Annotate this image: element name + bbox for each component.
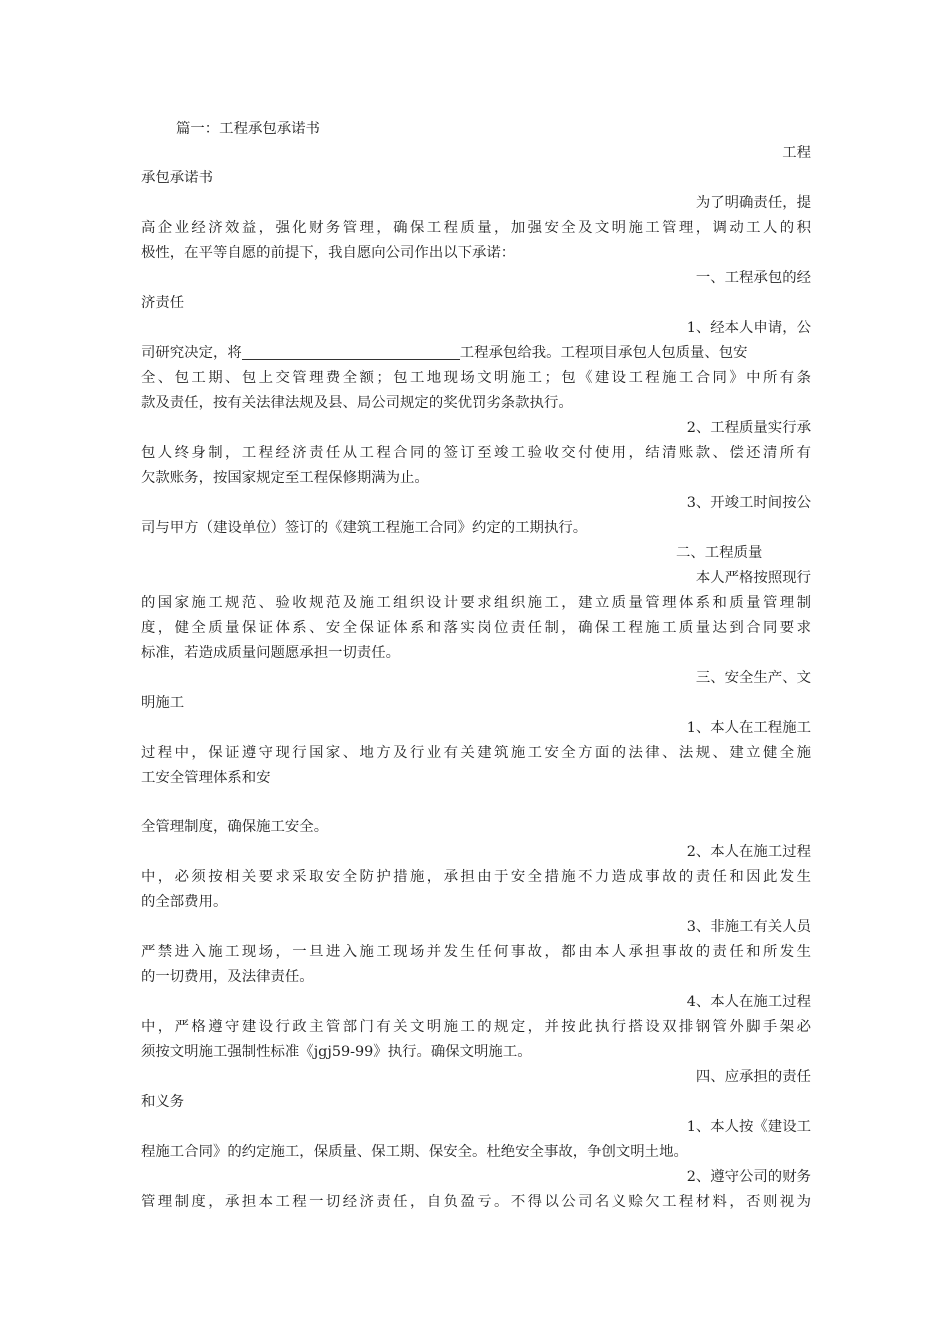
- text-line: 度，健全质量保证体系、安全保证体系和落实岗位责任制，确保工程施工质量达到合同要求: [141, 620, 811, 636]
- text-line: 程施工合同》的约定施工，保质量、保工期、保安全。杜绝安全事故，争创文明土地。: [141, 1144, 688, 1160]
- text-line: 款及责任，按有关法律法规及县、局公司规定的奖优罚劣条款执行。: [141, 395, 573, 411]
- section-heading-cont: 济责任: [141, 295, 185, 311]
- text-line: 2、遵守公司的财务: [686, 1169, 811, 1185]
- text-fragment: 工程承包给我。工程项目承包人包质量、包安: [459, 345, 748, 361]
- text-line: 的一切费用，及法律责任。: [141, 969, 314, 985]
- fill-in-blank: [242, 343, 460, 360]
- text-line: 4、本人在施工过程: [686, 994, 811, 1010]
- text-line: 全、包工期、包上交管理费全额；包工地现场文明施工；包《建设工程施工合同》中所有条: [141, 370, 811, 386]
- text-line: 1、经本人申请，公: [686, 320, 811, 336]
- section-heading: 二、工程质量: [676, 545, 763, 561]
- text-line: 的全部费用。: [141, 894, 228, 910]
- text-line: 3、非施工有关人员: [686, 919, 811, 935]
- text-line: 本人严格按照现行: [695, 570, 811, 586]
- section-heading: 一、工程承包的经: [695, 270, 811, 286]
- text-line: 2、工程质量实行承: [686, 420, 811, 436]
- text-line: 中，严格遵守建设行政主管部门有关文明施工的规定，并按此执行搭设双排钢管外脚手架必: [141, 1019, 811, 1035]
- text-line: 3、开竣工时间按公: [686, 495, 811, 511]
- text-line: 1、本人在工程施工: [686, 720, 811, 736]
- text-line: 管理制度，承担本工程一切经济责任，自负盈亏。不得以公司名义赊欠工程材料，否则视为: [141, 1194, 811, 1210]
- heading-right: 工程: [782, 145, 811, 161]
- heading-left: 承包承诺书: [141, 170, 213, 186]
- text-line: 须按文明施工强制性标准《jgj59-99》执行。确保文明施工。: [141, 1044, 532, 1060]
- text-line: 工安全管理体系和安: [141, 770, 271, 786]
- text-fragment: 司研究决定，将: [141, 345, 242, 361]
- text-line: 中，必须按相关要求采取安全防护措施，承担由于安全措施不力造成事故的责任和因此发生: [141, 869, 811, 885]
- text-line: 包人终身制，工程经济责任从工程合同的签订至竣工验收交付使用，结清账款、偿还清所有: [141, 445, 811, 461]
- text-line: 1、本人按《建设工: [686, 1119, 811, 1135]
- section-heading-cont: 明施工: [141, 695, 185, 711]
- text-line: 极性，在平等自愿的前提下，我自愿向公司作出以下承诺：: [141, 245, 516, 261]
- text-line: 标准，若造成质量问题愿承担一切责任。: [141, 645, 401, 661]
- section-heading-cont: 和义务: [141, 1094, 185, 1110]
- text-line: 过程中，保证遵守现行国家、地方及行业有关建筑施工安全方面的法律、法规、建立健全施: [141, 745, 811, 761]
- text-line: 的国家施工规范、验收规范及施工组织设计要求组织施工，建立质量管理体系和质量管理制: [141, 595, 811, 611]
- section-heading: 三、安全生产、文: [695, 670, 811, 686]
- text-line: 全管理制度，确保施工安全。: [141, 819, 329, 835]
- text-line: 2、本人在施工过程: [686, 844, 811, 860]
- text-line: 严禁进入施工现场，一旦进入施工现场并发生任何事故，都由本人承担事故的责任和所发生: [141, 944, 811, 960]
- text-line: 为了明确责任，提: [695, 195, 811, 211]
- text-line: 高企业经济效益，强化财务管理，确保工程质量，加强安全及文明施工管理，调动工人的积: [141, 220, 811, 236]
- text-line: 司与甲方（建设单位）签订的《建筑工程施工合同》约定的工期执行。: [141, 520, 588, 536]
- text-line-with-blank: [141, 341, 811, 365]
- document-title: 篇一：工程承包承诺书: [176, 121, 320, 137]
- section-heading: 四、应承担的责任: [695, 1069, 811, 1085]
- text-line: 欠款账务，按国家规定至工程保修期满为止。: [141, 470, 429, 486]
